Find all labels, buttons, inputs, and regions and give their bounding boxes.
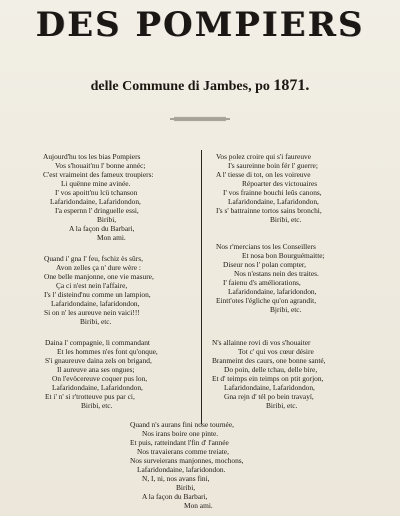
- stanza-closing: [130, 420, 244, 510]
- verse-line: Répoarter des victouaires: [242, 179, 318, 188]
- column-divider: [201, 150, 202, 424]
- verse-line: Et d' teimps ein teimps on ptit gorjon,: [212, 374, 324, 383]
- stanza-right-3: [212, 338, 326, 410]
- verse-line: Do poin, delle tchau, delle bire,: [224, 365, 318, 374]
- verse-line: Vos s'houait'nu l' bonne annéc;: [55, 161, 146, 170]
- verse-line: Nos r'mercians tos les Conseillers: [216, 242, 316, 251]
- verse-line: One belle manjonne, one vie masure,: [44, 272, 154, 281]
- verse-line: A la façon du Barbari,: [69, 224, 135, 233]
- verse-line: I's s' battrainne tortos sains bronchi,: [216, 206, 322, 215]
- verse-line: N, I, ni, nos avans fini,: [142, 474, 210, 483]
- verse-line: Nos travaierans comme treiate,: [137, 447, 229, 456]
- verse-line: Mon ami.: [97, 233, 126, 242]
- verse-line: Li quënne mine avinée.: [61, 179, 131, 188]
- verse-line: Si on n' les aureuve nein vaici!!!: [44, 308, 140, 317]
- verse-line: Daina l' compagnie, li commandant: [45, 338, 150, 347]
- verse-line: I'a espernn l' dringuelle essi,: [55, 206, 139, 215]
- verse-line: Lafaridondaine, Lafaridondon,: [224, 383, 315, 392]
- verse-line: Quand n's aurans fini nose tournée,: [130, 420, 234, 429]
- verse-line: N's allainne rovi di vos s'houaiter: [212, 338, 311, 347]
- verse-line: Lafaridondaine, lafaridondon,: [51, 299, 140, 308]
- verse-line: I's saureinne boin fér l' guerre;: [228, 161, 318, 170]
- ornament-divider: [170, 116, 230, 122]
- subtitle-text: delle Commune di Jambes, po: [90, 79, 270, 94]
- verse-line: Lafaridondaine, Lafaridondon,: [52, 383, 143, 392]
- verse-line: A la façon du Barbari,: [142, 492, 208, 501]
- verse-line: S'i gnaureuve daina zels on brigand,: [45, 356, 152, 365]
- verse-line: Il aureuve ana ses ongues;: [57, 365, 135, 374]
- verse-line: Et i' n' si r'trotteuve pus par ci,: [45, 392, 135, 401]
- stanza-right-1: [216, 152, 322, 224]
- verse-line: Biribi, etc.: [80, 317, 112, 326]
- stanza-left-2: [44, 254, 154, 326]
- stanza-left-3: [45, 338, 158, 410]
- verse-line: Biribi,: [176, 483, 196, 492]
- verse-line: Lafaridondaine, Lafaridondon,: [50, 197, 141, 206]
- verse-line: Ça ci n'est nein l'affaire,: [56, 281, 128, 290]
- verse-line: Branmeint des caurs, one bonne santé,: [212, 356, 326, 365]
- verse-line: Lafaridondaine, lafaridondon,: [228, 287, 317, 296]
- verse-line: Eintt'otes l'égliche qu'on agrandit,: [216, 296, 317, 305]
- verse-line: Bjribi, etc.: [270, 305, 302, 314]
- verse-line: Et nosa bon Bourguémaitte;: [242, 251, 325, 260]
- verse-line: Biribi, etc.: [270, 215, 302, 224]
- verse-line: Biribi, etc.: [81, 401, 113, 410]
- verse-line: Nos surveierans manjonnes, mochons,: [130, 456, 244, 465]
- verse-line: Vos polez croire qui s'i faureuve: [216, 152, 311, 161]
- verse-line: Nos irans boire one pinte.: [142, 429, 219, 438]
- verse-line: Gna rejn d' tél po bein travayí,: [224, 392, 314, 401]
- verse-line: Biribi, etc.: [266, 401, 298, 410]
- stanza-left-1: [43, 152, 154, 242]
- verse-line: On l'evöcereuve coquer pus lon,: [52, 374, 148, 383]
- verse-line: Nos n'estans nein des traites.: [234, 269, 319, 278]
- verse-line: Lafaridondaine, Lafaridondon,: [228, 197, 319, 206]
- verse-line: Quand i' gna l' feu, fschiz ès sûrs,: [44, 254, 143, 263]
- verse-line: C'est vraimeint des fameux troupiers:: [43, 170, 154, 179]
- verse-line: Avon zelles ça n' dure wère :: [56, 263, 141, 272]
- verse-line: Tot c' qui vos cœur désire: [238, 347, 314, 356]
- page-title: DES POMPIERS: [35, 5, 365, 45]
- subtitle-year: 1871.: [273, 77, 310, 94]
- verse-line: Biribi,: [97, 215, 117, 224]
- verse-line: I' vos frainne bouchi leûs canons,: [223, 188, 322, 197]
- verse-line: I' vos apoitt'nu lcü tchanson: [55, 188, 138, 197]
- verse-line: Diseur nos l' polan compter,: [223, 260, 306, 269]
- verse-line: Et les hommes n'es font qu'onque,: [57, 347, 158, 356]
- subtitle: [0, 78, 400, 94]
- verse-line: I's l' disteind'nu comme un lampion,: [44, 290, 151, 299]
- stanza-right-2: [216, 242, 325, 314]
- verse-line: Lafaridondaine, lafaridondon.: [137, 465, 226, 474]
- verse-line: A l' tiesse di tot, on les voireuve: [216, 170, 311, 179]
- verse-line: Et puis, ratteindant l'fin d' l'année: [130, 438, 229, 447]
- verse-line: Mon ami.: [184, 501, 213, 510]
- verse-line: I' faienu d's améliorations,: [223, 278, 301, 287]
- verse-line: Aujourd'hu tos les bias Pompiers: [43, 152, 141, 161]
